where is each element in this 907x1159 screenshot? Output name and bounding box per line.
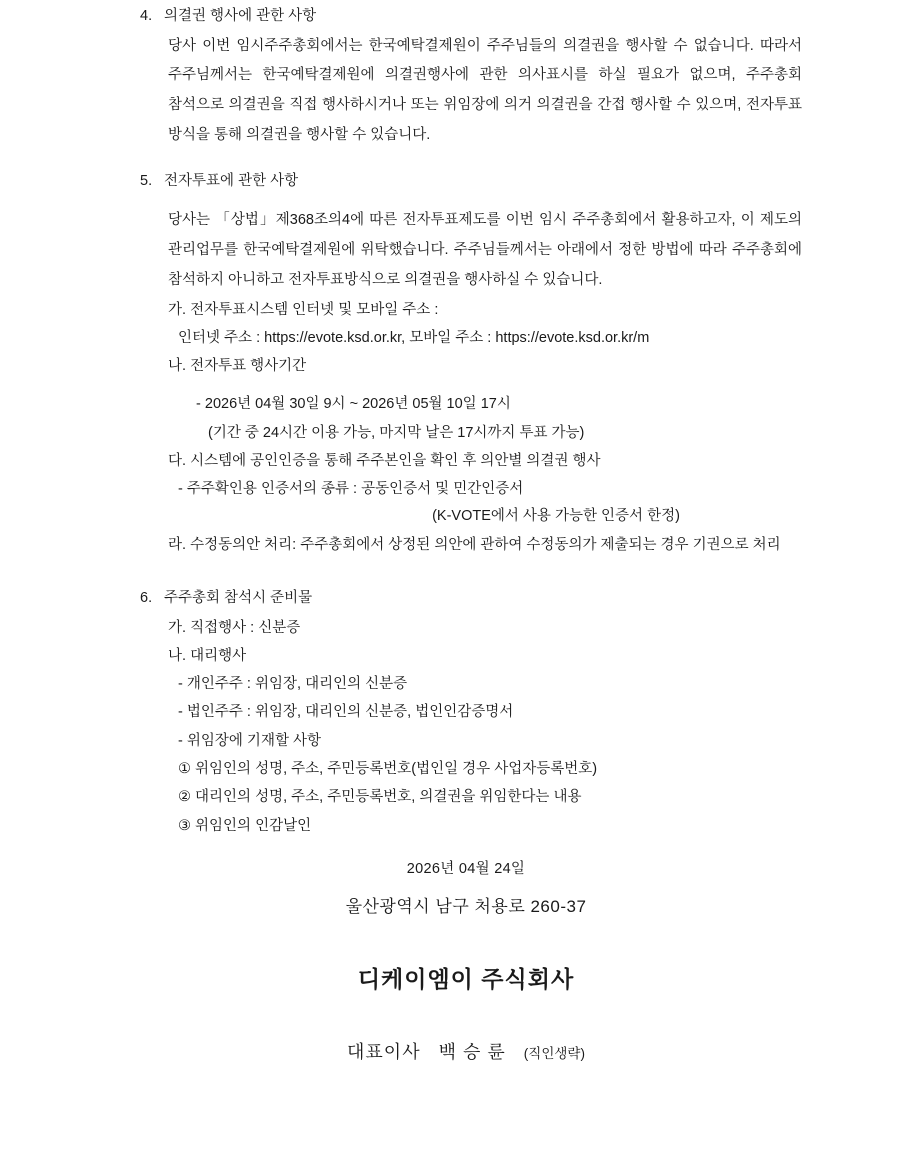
item-text: 전자투표시스템 인터넷 및 모바일 주소 :: [190, 301, 439, 318]
item-label: ①: [178, 761, 191, 778]
section-5-item-urls: [130, 324, 802, 352]
company-address: 울산광역시 남구 처용로 260-37: [345, 897, 587, 917]
item-label: 가.: [168, 619, 187, 636]
item-label: -: [196, 396, 201, 413]
section-5-body: [130, 206, 802, 295]
section-6-item-ga: [130, 614, 802, 642]
item-text: (기간 중 24시간 이용 가능, 마지막 날은 17시까지 투표 가능): [208, 424, 585, 441]
section-5-item-ga: [130, 296, 802, 324]
section-5-cert-types: [130, 475, 802, 503]
spacer: [130, 380, 802, 390]
section-6-title: 주주총회 참석시 준비물: [164, 589, 313, 606]
item-label: -: [178, 732, 183, 749]
section-6-proxy-fields: [130, 727, 802, 755]
item-text: 개인주주 : 위임장, 대리인의 신분증: [186, 676, 408, 693]
item-text: 위임인의 인감날인: [195, 817, 312, 834]
document-date: 2026년 04월 24일: [406, 860, 526, 877]
section-4: [130, 6, 802, 151]
item-text: 직접행사 : 신분증: [190, 619, 301, 636]
section-6: [130, 588, 802, 840]
section-4-paragraph: 당사 이번 임시주주총회에서는 한국예탁결제원이 주주님들의 의결권을 행사할 수 없습니다. 따라서 주주님께서는 한국예탁결제원에 의결권행사에 관한 의사표시를 하실 필요가 없으며, 주주총회 참석으로 의결권을 직접 행사하시거나 또는 위임장에 의거 의결권을 간접 행사할 수 있으며, 전자투표 방식을 통해 의결권을 행사할 수 있습니다.: [168, 37, 802, 143]
item-text: 2026년 04월 30일 9시 ~ 2026년 05월 10일 17시: [204, 396, 511, 413]
section-5-number: 5.: [140, 172, 153, 189]
section-6-number: 6.: [140, 589, 153, 606]
item-label: 나.: [168, 358, 187, 375]
item-label: ③: [178, 817, 191, 834]
item-label: ②: [178, 789, 191, 806]
item-text: 대리인의 성명, 주소, 주민등록번호, 의결권을 위임한다는 내용: [195, 789, 582, 806]
item-text: 대리행사: [190, 647, 247, 664]
section-4-heading: [130, 6, 802, 28]
item-text: 위임인의 성명, 주소, 주민등록번호(법인일 경우 사업자등록번호): [195, 761, 598, 778]
spacer: [130, 153, 802, 171]
section-4-title: 의결권 행사에 관한 사항: [164, 8, 317, 24]
section-6-corporate: [130, 698, 802, 726]
item-label: -: [178, 481, 183, 498]
section-6-individual: [130, 670, 802, 698]
section-6-item-na: [130, 642, 802, 670]
section-4-number: 4.: [140, 8, 153, 24]
section-6-field-1: [130, 755, 802, 783]
item-text: 전자투표 행사기간: [190, 358, 307, 375]
section-4-body: [130, 32, 802, 151]
company-name: 디케이엠이 주식회사: [357, 965, 575, 992]
item-label: -: [178, 676, 183, 693]
section-5: [130, 171, 802, 560]
section-5-kvote-note: (K-VOTE에서 사용 가능한 인증서 한정): [432, 508, 680, 525]
item-label: 다.: [168, 452, 187, 469]
spacer: [130, 562, 802, 588]
ceo-signature: [130, 1035, 802, 1069]
item-label: -: [178, 704, 183, 721]
item-text: 시스템에 공인인증을 통해 주주본인을 확인 후 의안별 의결권 행사: [190, 452, 601, 469]
item-text: 주주확인용 인증서의 종류 : 공동인증서 및 민간인증서: [186, 481, 524, 498]
ceo-title: 대표이사: [347, 1042, 421, 1063]
section-5-voting-period: [130, 390, 802, 418]
section-5-item-da: [130, 447, 802, 475]
item-text: 법인주주 : 위임장, 대리인의 신분증, 법인인감증명서: [186, 704, 514, 721]
ceo-name: 백 승 륜: [438, 1042, 506, 1063]
item-label: 가.: [168, 301, 187, 318]
section-6-heading: [130, 588, 802, 610]
item-text: 수정동의안 처리: 주주총회에서 상정된 의안에 관하여 수정동의가 제출되는 경우 기권으로 처리: [190, 536, 781, 553]
spacer: [130, 196, 802, 206]
item-text: 위임장에 기재할 사항: [186, 732, 321, 749]
section-6-field-3: [130, 812, 802, 840]
section-5-heading: [130, 171, 802, 193]
section-5-title: 전자투표에 관한 사항: [164, 172, 299, 189]
item-label: 나.: [168, 647, 187, 664]
seal-note: (직인생략): [523, 1046, 585, 1062]
section-5-item-ra: [130, 531, 802, 560]
section-6-field-2: [130, 783, 802, 811]
item-label: 라.: [168, 536, 187, 553]
section-5-paragraph: 당사는 「상법」제368조의4에 따른 전자투표제도를 이번 임시 주주총회에서 활용하고자, 이 제도의 관리업무를 한국예탁결제원에 위탁했습니다. 주주님들께서는 아래에서 정한 방법에 따라 주주총회에 참석하지 아니하고 전자투표방식으로 의결권을 행사하실 수 있습니다.: [168, 212, 802, 288]
section-5-voting-note: [130, 419, 802, 447]
section-5-item-na: [130, 352, 802, 380]
item-text: 인터넷 주소 : https://evote.ksd.or.kr, 모바일 주소 : https://evote.ksd.or.kr/m: [178, 329, 650, 346]
